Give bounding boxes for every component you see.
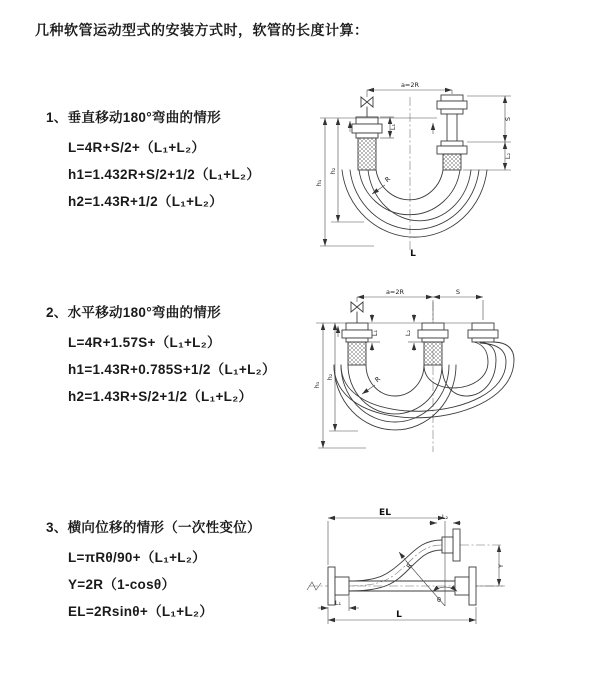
dim-label-l2: L₂ xyxy=(404,329,412,337)
length-label: L xyxy=(396,610,402,620)
dim-label-l1: L₁ xyxy=(389,123,397,131)
radius-label: R xyxy=(373,374,383,384)
formula-line: h2=1.43R+1/2（L₁+L₂） xyxy=(68,194,223,209)
formula-line: L=πRθ/90+（L₁+L₂） xyxy=(68,550,206,565)
valve-icon xyxy=(351,297,363,323)
hose-fitting-left xyxy=(352,117,382,170)
length-label: L xyxy=(410,249,416,259)
dim-label-el: EL xyxy=(379,508,391,518)
radius-label: R xyxy=(404,561,414,571)
section-3 xyxy=(46,516,261,625)
dim-label-h1: h₁ xyxy=(313,381,321,389)
hose-fitting-right xyxy=(437,95,467,170)
formula-line: Y=2R（1-cosθ） xyxy=(68,577,176,592)
section-2 xyxy=(46,301,276,410)
formula-line: h1=1.432R+S/2+1/2（L₁+L₂） xyxy=(68,167,261,182)
formula-block xyxy=(68,544,261,625)
dim-label-h2: h₂ xyxy=(326,373,334,381)
dimension-lines xyxy=(316,297,494,448)
hose-curves xyxy=(342,170,487,237)
dim-label-h2: h₂ xyxy=(329,167,337,175)
flange-right-lower xyxy=(455,567,476,605)
valve-icon xyxy=(361,90,373,117)
formula-block xyxy=(68,134,260,215)
dim-label-l2: L₂ xyxy=(441,513,449,521)
dim-label-l1: L₁ xyxy=(334,599,342,607)
hose-curves xyxy=(349,540,455,591)
dim-label-l1: L₁ xyxy=(371,329,379,337)
dim-label-l2: L₂ xyxy=(504,152,512,160)
hose-fitting-left xyxy=(342,323,372,365)
diagram-lateral-displacement xyxy=(295,505,590,650)
dim-label-a: a=2R xyxy=(400,81,420,89)
page-title: 几种软管运动型式的安装方式时，软管的长度计算： xyxy=(35,22,369,38)
hose-fitting-middle xyxy=(418,323,448,365)
dim-label-h1: h₁ xyxy=(315,179,323,187)
section-heading: 2、水平移动180°弯曲的情形 xyxy=(46,305,221,320)
angle-label: θ xyxy=(437,596,441,604)
diagram-horizontal-180-bend xyxy=(300,280,595,465)
diagram-vertical-180-bend xyxy=(300,75,590,260)
hose-fitting-right xyxy=(468,323,498,342)
formula-line: L=4R+1.57S+（L₁+L₂） xyxy=(68,335,221,350)
formula-block xyxy=(68,329,276,410)
dim-label-a: a=2R xyxy=(385,288,405,296)
formula-line: h1=1.43R+0.785S+1/2（L₁+L₂） xyxy=(68,362,276,377)
section-1 xyxy=(46,106,260,215)
dim-label-y: Y xyxy=(497,564,505,568)
formula-line: h2=1.43R+S/2+1/2（L₁+L₂） xyxy=(68,389,253,404)
radius-label: R xyxy=(383,174,393,184)
formula-line: EL=2Rsinθ+（L₁+L₂） xyxy=(68,604,214,619)
section-heading: 1、垂直移动180°弯曲的情形 xyxy=(46,110,221,125)
dim-label-s: S xyxy=(455,288,461,296)
formula-line: L=4R+S/2+（L₁+L₂） xyxy=(68,140,206,155)
dim-label-s: S xyxy=(504,116,512,122)
dimension-lines xyxy=(320,90,511,246)
section-heading: 3、横向位移的情形（一次性变位） xyxy=(46,520,261,535)
